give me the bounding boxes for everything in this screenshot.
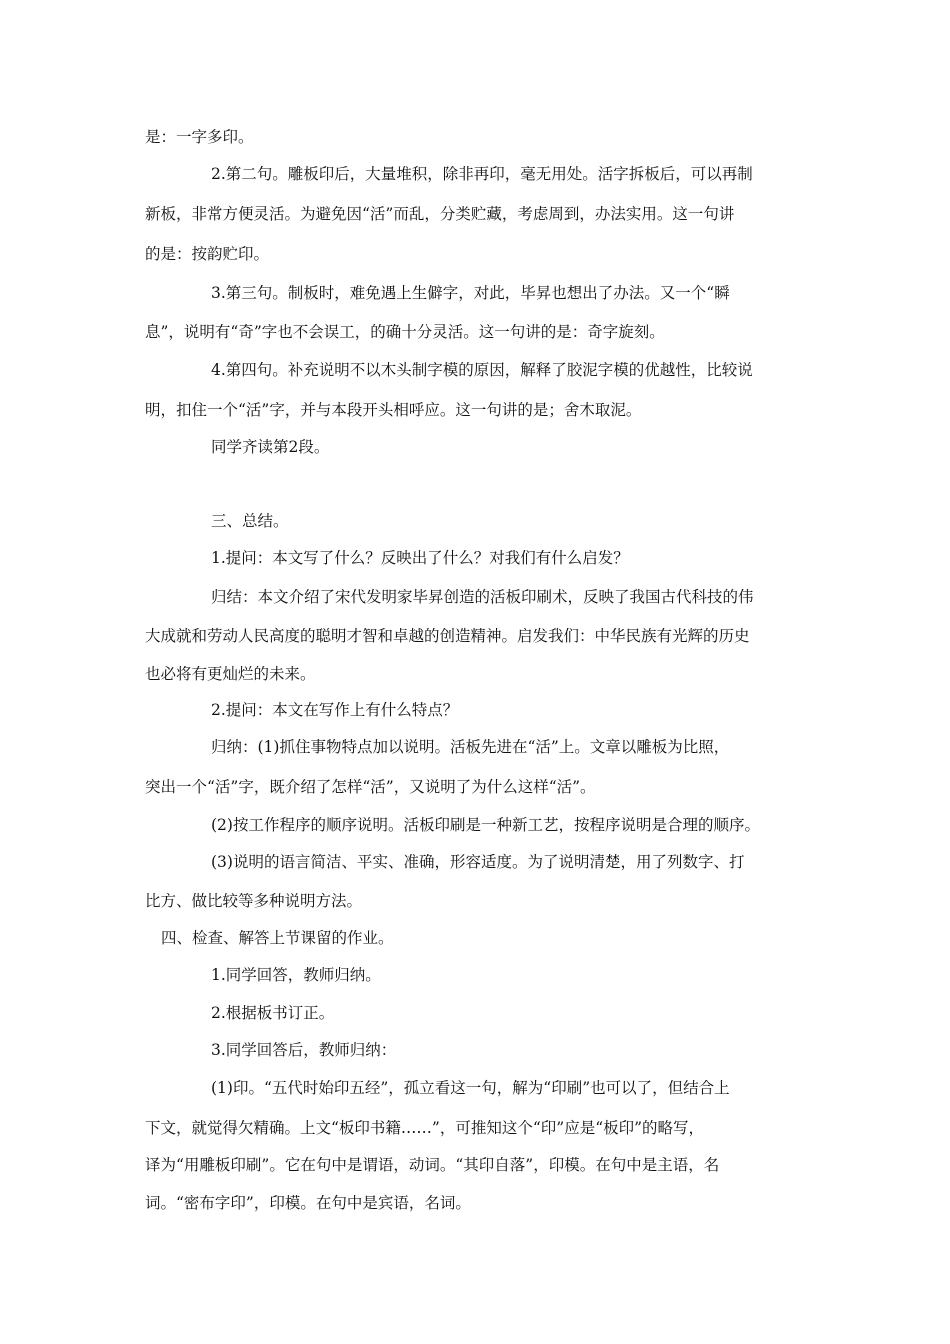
text-line: 1.提问：本文写了什么？反映出了什么？对我们有什么启发？ bbox=[211, 549, 629, 567]
text-line: 3.同学回答后，教师归纳： bbox=[211, 1041, 397, 1059]
text-line: 同学齐读第2段。 bbox=[211, 438, 330, 456]
section-heading: 四、检查、解答上节课留的作业。 bbox=[161, 929, 394, 947]
text-line: 4.第四句。补充说明不以木头制字模的原因，解释了胶泥字模的优越性，比较说 bbox=[211, 361, 753, 379]
text-line: 译为“用雕板印刷”。它在句中是谓语，动词。“其印自落”，印模。在句中是主语，名 bbox=[145, 1156, 720, 1174]
text-line: 归纳：(1)抓住事物特点加以说明。活板先进在“活”上。文章以雕板为比照， bbox=[211, 738, 730, 756]
text-line: 新板，非常方便灵活。为避免因“活”而乱，分类贮藏，考虑周到，办法实用。这一句讲 bbox=[145, 205, 735, 223]
text-line: (2)按工作程序的顺序说明。活板印刷是一种新工艺，按程序说明是合理的顺序。 bbox=[211, 816, 760, 834]
text-line: 2.提问：本文在写作上有什么特点？ bbox=[211, 701, 459, 719]
text-line: 2.第二句。雕板印后，大量堆积，除非再印，毫无用处。活字拆板后，可以再制 bbox=[211, 165, 753, 183]
text-line: 归结：本文介绍了宋代发明家毕昇创造的活板印刷术，反映了我国古代科技的伟 bbox=[211, 588, 754, 606]
text-line: 下文，就觉得欠精确。上文“板印书籍……”，可推知这个“印”应是“板印”的略写， bbox=[145, 1119, 705, 1137]
text-line: 息”，说明有“奇”字也不会误工，的确十分灵活。这一句讲的是：奇字旋刻。 bbox=[145, 323, 665, 341]
text-line: 2.根据板书订正。 bbox=[211, 1004, 335, 1022]
text-line: 3.第三句。制板时，难免遇上生僻字，对此，毕昇也想出了办法。又一个“瞬 bbox=[211, 284, 730, 302]
text-line: 也必将有更灿烂的未来。 bbox=[145, 665, 316, 683]
text-line: 明，扣住一个“活”字，并与本段开头相呼应。这一句讲的是；舍木取泥。 bbox=[145, 401, 642, 419]
text-line: 是：一字多印。 bbox=[145, 128, 254, 146]
section-heading: 三、总结。 bbox=[211, 512, 289, 530]
text-line: 大成就和劳动人民高度的聪明才智和卓越的创造精神。启发我们：中华民族有光辉的历史 bbox=[145, 627, 750, 645]
text-line: 1.同学回答，教师归纳。 bbox=[211, 966, 381, 984]
text-line: 比方、做比较等多种说明方法。 bbox=[145, 892, 363, 910]
text-line: 突出一个“活”字，既介绍了怎样“活”，又说明了为什么这样“活”。 bbox=[145, 778, 596, 796]
text-line: (1)印。“五代时始印五经”，孤立看这一句，解为“印刷”也可以了，但结合上 bbox=[211, 1079, 730, 1097]
text-line: 的是：按韵贮印。 bbox=[145, 245, 270, 263]
text-line: 词。“密布字印”，印模。在句中是宾语，名词。 bbox=[145, 1194, 471, 1212]
text-line: (3)说明的语言简洁、平实、准确，形容适度。为了说明清楚，用了列数字、打 bbox=[211, 853, 745, 871]
